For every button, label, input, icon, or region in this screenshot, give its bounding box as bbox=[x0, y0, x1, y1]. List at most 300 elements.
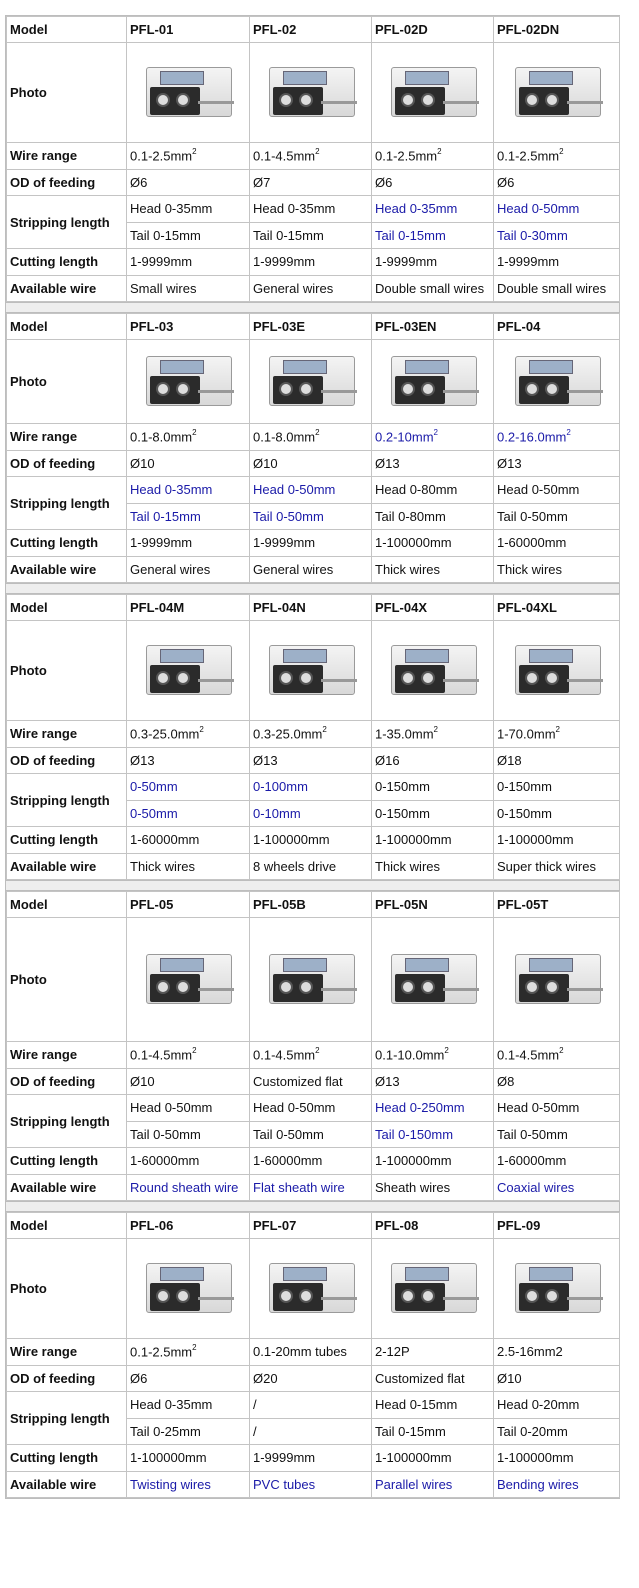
wire-range-exponent: 2 bbox=[192, 1046, 197, 1056]
wire-range-value bbox=[127, 424, 250, 451]
available-wire-row bbox=[7, 556, 620, 583]
stripping-head-value: Head 0-50mm bbox=[250, 1095, 372, 1122]
od-value: Ø6 bbox=[494, 169, 620, 196]
wire-range-label: Wire range bbox=[7, 424, 127, 451]
cutting-length-label: Cutting length bbox=[7, 827, 127, 854]
available-wire-value: General wires bbox=[250, 275, 372, 302]
model-label: Model bbox=[7, 595, 127, 621]
od-value: Ø20 bbox=[250, 1365, 372, 1392]
available-wire-label: Available wire bbox=[7, 275, 127, 302]
od-label: OD of feeding bbox=[7, 747, 127, 774]
wire-range-text: 1-35.0mm bbox=[375, 726, 434, 742]
model-name: PFL-08 bbox=[372, 1213, 494, 1239]
product-photo bbox=[250, 1239, 372, 1339]
od-value: Ø7 bbox=[250, 169, 372, 196]
stripping-head-value: Head 0-35mm bbox=[127, 477, 250, 504]
od-value: Ø13 bbox=[250, 747, 372, 774]
od-row bbox=[7, 169, 620, 196]
available-wire-row bbox=[7, 1174, 620, 1201]
od-value: Ø10 bbox=[494, 1365, 620, 1392]
available-wire-value: PVC tubes bbox=[250, 1471, 372, 1498]
od-value: Ø16 bbox=[372, 747, 494, 774]
machine-illustration bbox=[138, 346, 238, 414]
photo-row bbox=[7, 1239, 620, 1339]
cutting-value: 1-100000mm bbox=[372, 827, 494, 854]
product-photo bbox=[372, 918, 494, 1042]
wire-range-row bbox=[7, 1042, 620, 1069]
cutting-value: 1-9999mm bbox=[250, 249, 372, 276]
product-photo bbox=[250, 621, 372, 721]
model-name: PFL-09 bbox=[494, 1213, 620, 1239]
wire-range-text: 0.1-2.5mm bbox=[375, 148, 438, 164]
product-photo bbox=[127, 621, 250, 721]
wire-range-exponent: 2 bbox=[444, 1046, 449, 1056]
od-value: Ø13 bbox=[372, 450, 494, 477]
stripping-tail-value: 0-150mm bbox=[372, 800, 494, 827]
machine-illustration bbox=[261, 635, 361, 703]
stripping-length-label: Stripping length bbox=[7, 477, 127, 530]
od-value: Ø13 bbox=[127, 747, 250, 774]
wire-range-exponent: 2 bbox=[433, 428, 438, 438]
spec-table bbox=[6, 16, 620, 302]
wire-range-exponent: 2 bbox=[192, 147, 197, 157]
wire-range-exponent: 2 bbox=[192, 1343, 197, 1353]
model-label: Model bbox=[7, 892, 127, 918]
stripping-length-label: Stripping length bbox=[7, 774, 127, 827]
stripping-head-value: Head 0-15mm bbox=[372, 1392, 494, 1419]
available-wire-value: Super thick wires bbox=[494, 853, 620, 880]
model-label: Model bbox=[7, 314, 127, 340]
wire-range-value bbox=[127, 1339, 250, 1366]
stripping-head-value: Head 0-50mm bbox=[494, 477, 620, 504]
available-wire-value: Thick wires bbox=[494, 556, 620, 583]
machine-illustration bbox=[507, 635, 607, 703]
od-value: Ø10 bbox=[250, 450, 372, 477]
cutting-value: 1-60000mm bbox=[127, 827, 250, 854]
cutting-value: 1-100000mm bbox=[372, 530, 494, 557]
wire-range-exponent: 2 bbox=[315, 147, 320, 157]
od-label: OD of feeding bbox=[7, 169, 127, 196]
model-name: PFL-02D bbox=[372, 17, 494, 43]
stripping-tail-value: 0-10mm bbox=[250, 800, 372, 827]
wire-range-value bbox=[250, 1042, 372, 1069]
product-photo bbox=[250, 340, 372, 424]
machine-illustration bbox=[261, 346, 361, 414]
stripping-tail-value: 0-50mm bbox=[127, 800, 250, 827]
stripping-tail-value: Tail 0-50mm bbox=[494, 1121, 620, 1148]
machine-illustration bbox=[138, 944, 238, 1012]
spec-table bbox=[6, 313, 620, 583]
model-name: PFL-06 bbox=[127, 1213, 250, 1239]
spec-table bbox=[6, 594, 620, 880]
machine-illustration bbox=[383, 57, 483, 125]
cutting-value: 1-9999mm bbox=[127, 530, 250, 557]
machine-illustration bbox=[261, 57, 361, 125]
available-wire-value: Small wires bbox=[127, 275, 250, 302]
wire-range-exponent: 2 bbox=[555, 725, 560, 735]
product-photo bbox=[250, 43, 372, 143]
wire-range-exponent: 2 bbox=[566, 428, 571, 438]
wire-range-label: Wire range bbox=[7, 1339, 127, 1366]
od-value: Ø13 bbox=[494, 450, 620, 477]
spec-table bbox=[6, 1212, 620, 1498]
stripping-head-value: Head 0-50mm bbox=[494, 196, 620, 223]
product-photo bbox=[494, 918, 620, 1042]
stripping-tail-value: Tail 0-20mm bbox=[494, 1418, 620, 1445]
stripping-tail-value: 0-150mm bbox=[494, 800, 620, 827]
stripping-tail-value: Tail 0-30mm bbox=[494, 222, 620, 249]
stripping-head-value: Head 0-35mm bbox=[127, 196, 250, 223]
wire-range-exponent: 2 bbox=[315, 428, 320, 438]
wire-range-exponent: 2 bbox=[315, 1046, 320, 1056]
od-label: OD of feeding bbox=[7, 450, 127, 477]
model-name: PFL-02 bbox=[250, 17, 372, 43]
product-photo bbox=[494, 1239, 620, 1339]
model-label: Model bbox=[7, 17, 127, 43]
cutting-value: 1-9999mm bbox=[250, 1445, 372, 1472]
stripping-tail-value: Tail 0-50mm bbox=[494, 503, 620, 530]
machine-illustration bbox=[138, 1253, 238, 1321]
model-name: PFL-04N bbox=[250, 595, 372, 621]
available-wire-value: Sheath wires bbox=[372, 1174, 494, 1201]
spec-table bbox=[6, 891, 620, 1201]
stripping-tail-value: Tail 0-15mm bbox=[372, 1418, 494, 1445]
block-separator bbox=[5, 303, 620, 312]
wire-range-exponent: 2 bbox=[192, 428, 197, 438]
stripping-head-value: Head 0-50mm bbox=[250, 477, 372, 504]
od-row bbox=[7, 450, 620, 477]
product-photo bbox=[494, 340, 620, 424]
wire-range-text: 0.1-2.5mm bbox=[497, 148, 560, 164]
available-wire-label: Available wire bbox=[7, 556, 127, 583]
wire-range-value bbox=[127, 721, 250, 748]
stripping-head-value: Head 0-35mm bbox=[372, 196, 494, 223]
available-wire-value: Bending wires bbox=[494, 1471, 620, 1498]
spec-block bbox=[5, 1211, 620, 1499]
photo-label: Photo bbox=[7, 340, 127, 424]
cutting-value: 1-100000mm bbox=[494, 827, 620, 854]
od-row bbox=[7, 1068, 620, 1095]
cutting-value: 1-60000mm bbox=[127, 1148, 250, 1175]
stripping-tail-value: Tail 0-15mm bbox=[127, 503, 250, 530]
wire-range-text: 0.1-8.0mm bbox=[253, 429, 316, 445]
stripping-tail-value: Tail 0-50mm bbox=[250, 1121, 372, 1148]
available-wire-row bbox=[7, 1471, 620, 1498]
wire-range-text: 0.1-4.5mm bbox=[253, 1047, 316, 1063]
spec-block bbox=[5, 15, 620, 303]
spec-block bbox=[5, 312, 620, 584]
stripping-head-value: / bbox=[250, 1392, 372, 1419]
machine-illustration bbox=[138, 57, 238, 125]
od-value: Customized flat bbox=[372, 1365, 494, 1392]
stripping-length-label: Stripping length bbox=[7, 196, 127, 249]
product-photo bbox=[127, 918, 250, 1042]
cutting-value: 1-100000mm bbox=[127, 1445, 250, 1472]
od-value: Ø6 bbox=[372, 169, 494, 196]
stripping-head-value: Head 0-20mm bbox=[494, 1392, 620, 1419]
model-name: PFL-03 bbox=[127, 314, 250, 340]
machine-illustration bbox=[507, 944, 607, 1012]
spec-block bbox=[5, 593, 620, 881]
stripping-head-value: Head 0-50mm bbox=[494, 1095, 620, 1122]
stripping-tail-value: Tail 0-25mm bbox=[127, 1418, 250, 1445]
product-photo bbox=[372, 340, 494, 424]
available-wire-value: Thick wires bbox=[372, 556, 494, 583]
wire-range-label: Wire range bbox=[7, 1042, 127, 1069]
stripping-tail-value: / bbox=[250, 1418, 372, 1445]
wire-range-value bbox=[372, 1042, 494, 1069]
stripping-head-value: Head 0-35mm bbox=[127, 1392, 250, 1419]
cutting-row bbox=[7, 530, 620, 557]
photo-label: Photo bbox=[7, 1239, 127, 1339]
cutting-value: 1-9999mm bbox=[372, 249, 494, 276]
wire-range-exponent: 2 bbox=[199, 725, 204, 735]
od-value: Ø13 bbox=[372, 1068, 494, 1095]
model-name: PFL-05B bbox=[250, 892, 372, 918]
stripping-head-value: Head 0-80mm bbox=[372, 477, 494, 504]
wire-range-row bbox=[7, 424, 620, 451]
stripping-tail-value: Tail 0-50mm bbox=[127, 1121, 250, 1148]
stripping-length-label: Stripping length bbox=[7, 1095, 127, 1148]
wire-range-value bbox=[372, 721, 494, 748]
model-name: PFL-07 bbox=[250, 1213, 372, 1239]
cutting-length-label: Cutting length bbox=[7, 249, 127, 276]
wire-range-value bbox=[127, 1042, 250, 1069]
stripping-length-label: Stripping length bbox=[7, 1392, 127, 1445]
wire-range-value bbox=[494, 424, 620, 451]
cutting-value: 1-9999mm bbox=[127, 249, 250, 276]
model-name: PFL-01 bbox=[127, 17, 250, 43]
model-row bbox=[7, 1213, 620, 1239]
wire-range-row bbox=[7, 143, 620, 170]
stripping-head-value: 0-150mm bbox=[372, 774, 494, 801]
machine-illustration bbox=[383, 944, 483, 1012]
available-wire-row bbox=[7, 853, 620, 880]
block-separator bbox=[5, 1202, 620, 1211]
machine-illustration bbox=[383, 346, 483, 414]
block-separator bbox=[5, 584, 620, 593]
available-wire-value: Round sheath wire bbox=[127, 1174, 250, 1201]
stripping-head-value: 0-100mm bbox=[250, 774, 372, 801]
wire-range-text: 0.3-25.0mm bbox=[253, 726, 323, 742]
wire-range-value bbox=[372, 143, 494, 170]
model-name: PFL-05N bbox=[372, 892, 494, 918]
wire-range-value bbox=[372, 424, 494, 451]
od-value: Ø10 bbox=[127, 1068, 250, 1095]
available-wire-label: Available wire bbox=[7, 853, 127, 880]
cutting-value: 1-100000mm bbox=[372, 1445, 494, 1472]
stripping-head-row bbox=[7, 1095, 620, 1122]
photo-label: Photo bbox=[7, 621, 127, 721]
model-name: PFL-04M bbox=[127, 595, 250, 621]
wire-range-value bbox=[494, 1339, 620, 1366]
model-name: PFL-03EN bbox=[372, 314, 494, 340]
machine-illustration bbox=[138, 635, 238, 703]
wire-range-value bbox=[250, 143, 372, 170]
wire-range-text: 0.3-25.0mm bbox=[130, 726, 200, 742]
machine-illustration bbox=[507, 346, 607, 414]
cutting-length-label: Cutting length bbox=[7, 530, 127, 557]
model-name: PFL-02DN bbox=[494, 17, 620, 43]
cutting-value: 1-60000mm bbox=[250, 1148, 372, 1175]
machine-illustration bbox=[507, 1253, 607, 1321]
wire-range-value bbox=[250, 424, 372, 451]
wire-range-value bbox=[127, 143, 250, 170]
stripping-tail-value: Tail 0-15mm bbox=[372, 222, 494, 249]
photo-label: Photo bbox=[7, 918, 127, 1042]
machine-illustration bbox=[261, 944, 361, 1012]
cutting-value: 1-100000mm bbox=[494, 1445, 620, 1472]
wire-range-row bbox=[7, 721, 620, 748]
wire-range-row bbox=[7, 1339, 620, 1366]
model-name: PFL-04XL bbox=[494, 595, 620, 621]
od-value: Ø8 bbox=[494, 1068, 620, 1095]
available-wire-value: Double small wires bbox=[494, 275, 620, 302]
od-row bbox=[7, 747, 620, 774]
model-row bbox=[7, 892, 620, 918]
stripping-head-value: 0-150mm bbox=[494, 774, 620, 801]
wire-range-exponent: 2 bbox=[437, 147, 442, 157]
model-name: PFL-04 bbox=[494, 314, 620, 340]
available-wire-value: Double small wires bbox=[372, 275, 494, 302]
product-photo bbox=[372, 621, 494, 721]
wire-range-text: 0.2-16.0mm bbox=[497, 429, 567, 445]
cutting-value: 1-9999mm bbox=[250, 530, 372, 557]
machine-illustration bbox=[383, 635, 483, 703]
cutting-value: 1-100000mm bbox=[372, 1148, 494, 1175]
wire-range-text: 0.1-10.0mm bbox=[375, 1047, 445, 1063]
model-name: PFL-05T bbox=[494, 892, 620, 918]
cutting-row bbox=[7, 1445, 620, 1472]
available-wire-value: Twisting wires bbox=[127, 1471, 250, 1498]
cutting-row bbox=[7, 1148, 620, 1175]
machine-illustration bbox=[383, 1253, 483, 1321]
wire-range-value bbox=[250, 1339, 372, 1366]
machine-illustration bbox=[261, 1253, 361, 1321]
stripping-tail-value: Tail 0-15mm bbox=[250, 222, 372, 249]
wire-range-text: 0.1-8.0mm bbox=[130, 429, 193, 445]
machine-illustration bbox=[507, 57, 607, 125]
available-wire-value: Flat sheath wire bbox=[250, 1174, 372, 1201]
available-wire-value: Thick wires bbox=[372, 853, 494, 880]
wire-range-exponent: 2 bbox=[433, 725, 438, 735]
product-photo bbox=[494, 621, 620, 721]
od-value: Customized flat bbox=[250, 1068, 372, 1095]
available-wire-value: Thick wires bbox=[127, 853, 250, 880]
od-value: Ø10 bbox=[127, 450, 250, 477]
wire-range-text: 0.1-4.5mm bbox=[253, 148, 316, 164]
product-photo bbox=[372, 43, 494, 143]
cutting-length-label: Cutting length bbox=[7, 1445, 127, 1472]
stripping-tail-value: Tail 0-150mm bbox=[372, 1121, 494, 1148]
available-wire-value: General wires bbox=[127, 556, 250, 583]
stripping-head-row bbox=[7, 477, 620, 504]
product-photo bbox=[127, 43, 250, 143]
wire-range-text: 0.2-10mm bbox=[375, 429, 434, 445]
spec-block bbox=[5, 890, 620, 1202]
product-photo bbox=[127, 1239, 250, 1339]
wire-range-value bbox=[494, 721, 620, 748]
cutting-length-label: Cutting length bbox=[7, 1148, 127, 1175]
stripping-head-value: Head 0-250mm bbox=[372, 1095, 494, 1122]
available-wire-row bbox=[7, 275, 620, 302]
stripping-head-value: Head 0-35mm bbox=[250, 196, 372, 223]
cutting-row bbox=[7, 249, 620, 276]
stripping-tail-value: Tail 0-50mm bbox=[250, 503, 372, 530]
stripping-head-value: Head 0-50mm bbox=[127, 1095, 250, 1122]
wire-range-exponent: 2 bbox=[559, 1046, 564, 1056]
photo-label: Photo bbox=[7, 43, 127, 143]
cutting-value: 1-100000mm bbox=[250, 827, 372, 854]
available-wire-value: General wires bbox=[250, 556, 372, 583]
product-photo bbox=[127, 340, 250, 424]
photo-row bbox=[7, 340, 620, 424]
model-row bbox=[7, 314, 620, 340]
stripping-head-value: 0-50mm bbox=[127, 774, 250, 801]
model-name: PFL-04X bbox=[372, 595, 494, 621]
stripping-tail-value: Tail 0-15mm bbox=[127, 222, 250, 249]
available-wire-label: Available wire bbox=[7, 1174, 127, 1201]
stripping-head-row bbox=[7, 196, 620, 223]
model-name: PFL-05 bbox=[127, 892, 250, 918]
od-value: Ø6 bbox=[127, 1365, 250, 1392]
od-value: Ø6 bbox=[127, 169, 250, 196]
photo-row bbox=[7, 918, 620, 1042]
wire-range-text: 0.1-20mm tubes bbox=[253, 1344, 347, 1360]
stripping-tail-value: Tail 0-80mm bbox=[372, 503, 494, 530]
od-label: OD of feeding bbox=[7, 1068, 127, 1095]
stripping-head-row bbox=[7, 774, 620, 801]
model-name: PFL-03E bbox=[250, 314, 372, 340]
block-separator bbox=[5, 881, 620, 890]
wire-range-value bbox=[494, 143, 620, 170]
model-row bbox=[7, 595, 620, 621]
wire-range-text: 0.1-2.5mm bbox=[130, 1344, 193, 1360]
spec-sheet bbox=[5, 15, 620, 1499]
wire-range-label: Wire range bbox=[7, 143, 127, 170]
product-photo bbox=[250, 918, 372, 1042]
model-label: Model bbox=[7, 1213, 127, 1239]
cutting-row bbox=[7, 827, 620, 854]
wire-range-text: 0.1-4.5mm bbox=[497, 1047, 560, 1063]
cutting-value: 1-60000mm bbox=[494, 530, 620, 557]
available-wire-label: Available wire bbox=[7, 1471, 127, 1498]
stripping-head-row bbox=[7, 1392, 620, 1419]
wire-range-text: 0.1-2.5mm bbox=[130, 148, 193, 164]
wire-range-value bbox=[494, 1042, 620, 1069]
wire-range-text: 0.1-4.5mm bbox=[130, 1047, 193, 1063]
cutting-value: 1-9999mm bbox=[494, 249, 620, 276]
wire-range-text: 1-70.0mm bbox=[497, 726, 556, 742]
od-label: OD of feeding bbox=[7, 1365, 127, 1392]
photo-row bbox=[7, 621, 620, 721]
model-row bbox=[7, 17, 620, 43]
wire-range-text: 2.5-16mm2 bbox=[497, 1344, 563, 1360]
product-photo bbox=[494, 43, 620, 143]
wire-range-value bbox=[372, 1339, 494, 1366]
photo-row bbox=[7, 43, 620, 143]
wire-range-exponent: 2 bbox=[559, 147, 564, 157]
cutting-value: 1-60000mm bbox=[494, 1148, 620, 1175]
wire-range-exponent: 2 bbox=[322, 725, 327, 735]
od-row bbox=[7, 1365, 620, 1392]
wire-range-value bbox=[250, 721, 372, 748]
available-wire-value: 8 wheels drive bbox=[250, 853, 372, 880]
od-value: Ø18 bbox=[494, 747, 620, 774]
wire-range-text: 2-12P bbox=[375, 1344, 410, 1360]
available-wire-value: Parallel wires bbox=[372, 1471, 494, 1498]
wire-range-label: Wire range bbox=[7, 721, 127, 748]
